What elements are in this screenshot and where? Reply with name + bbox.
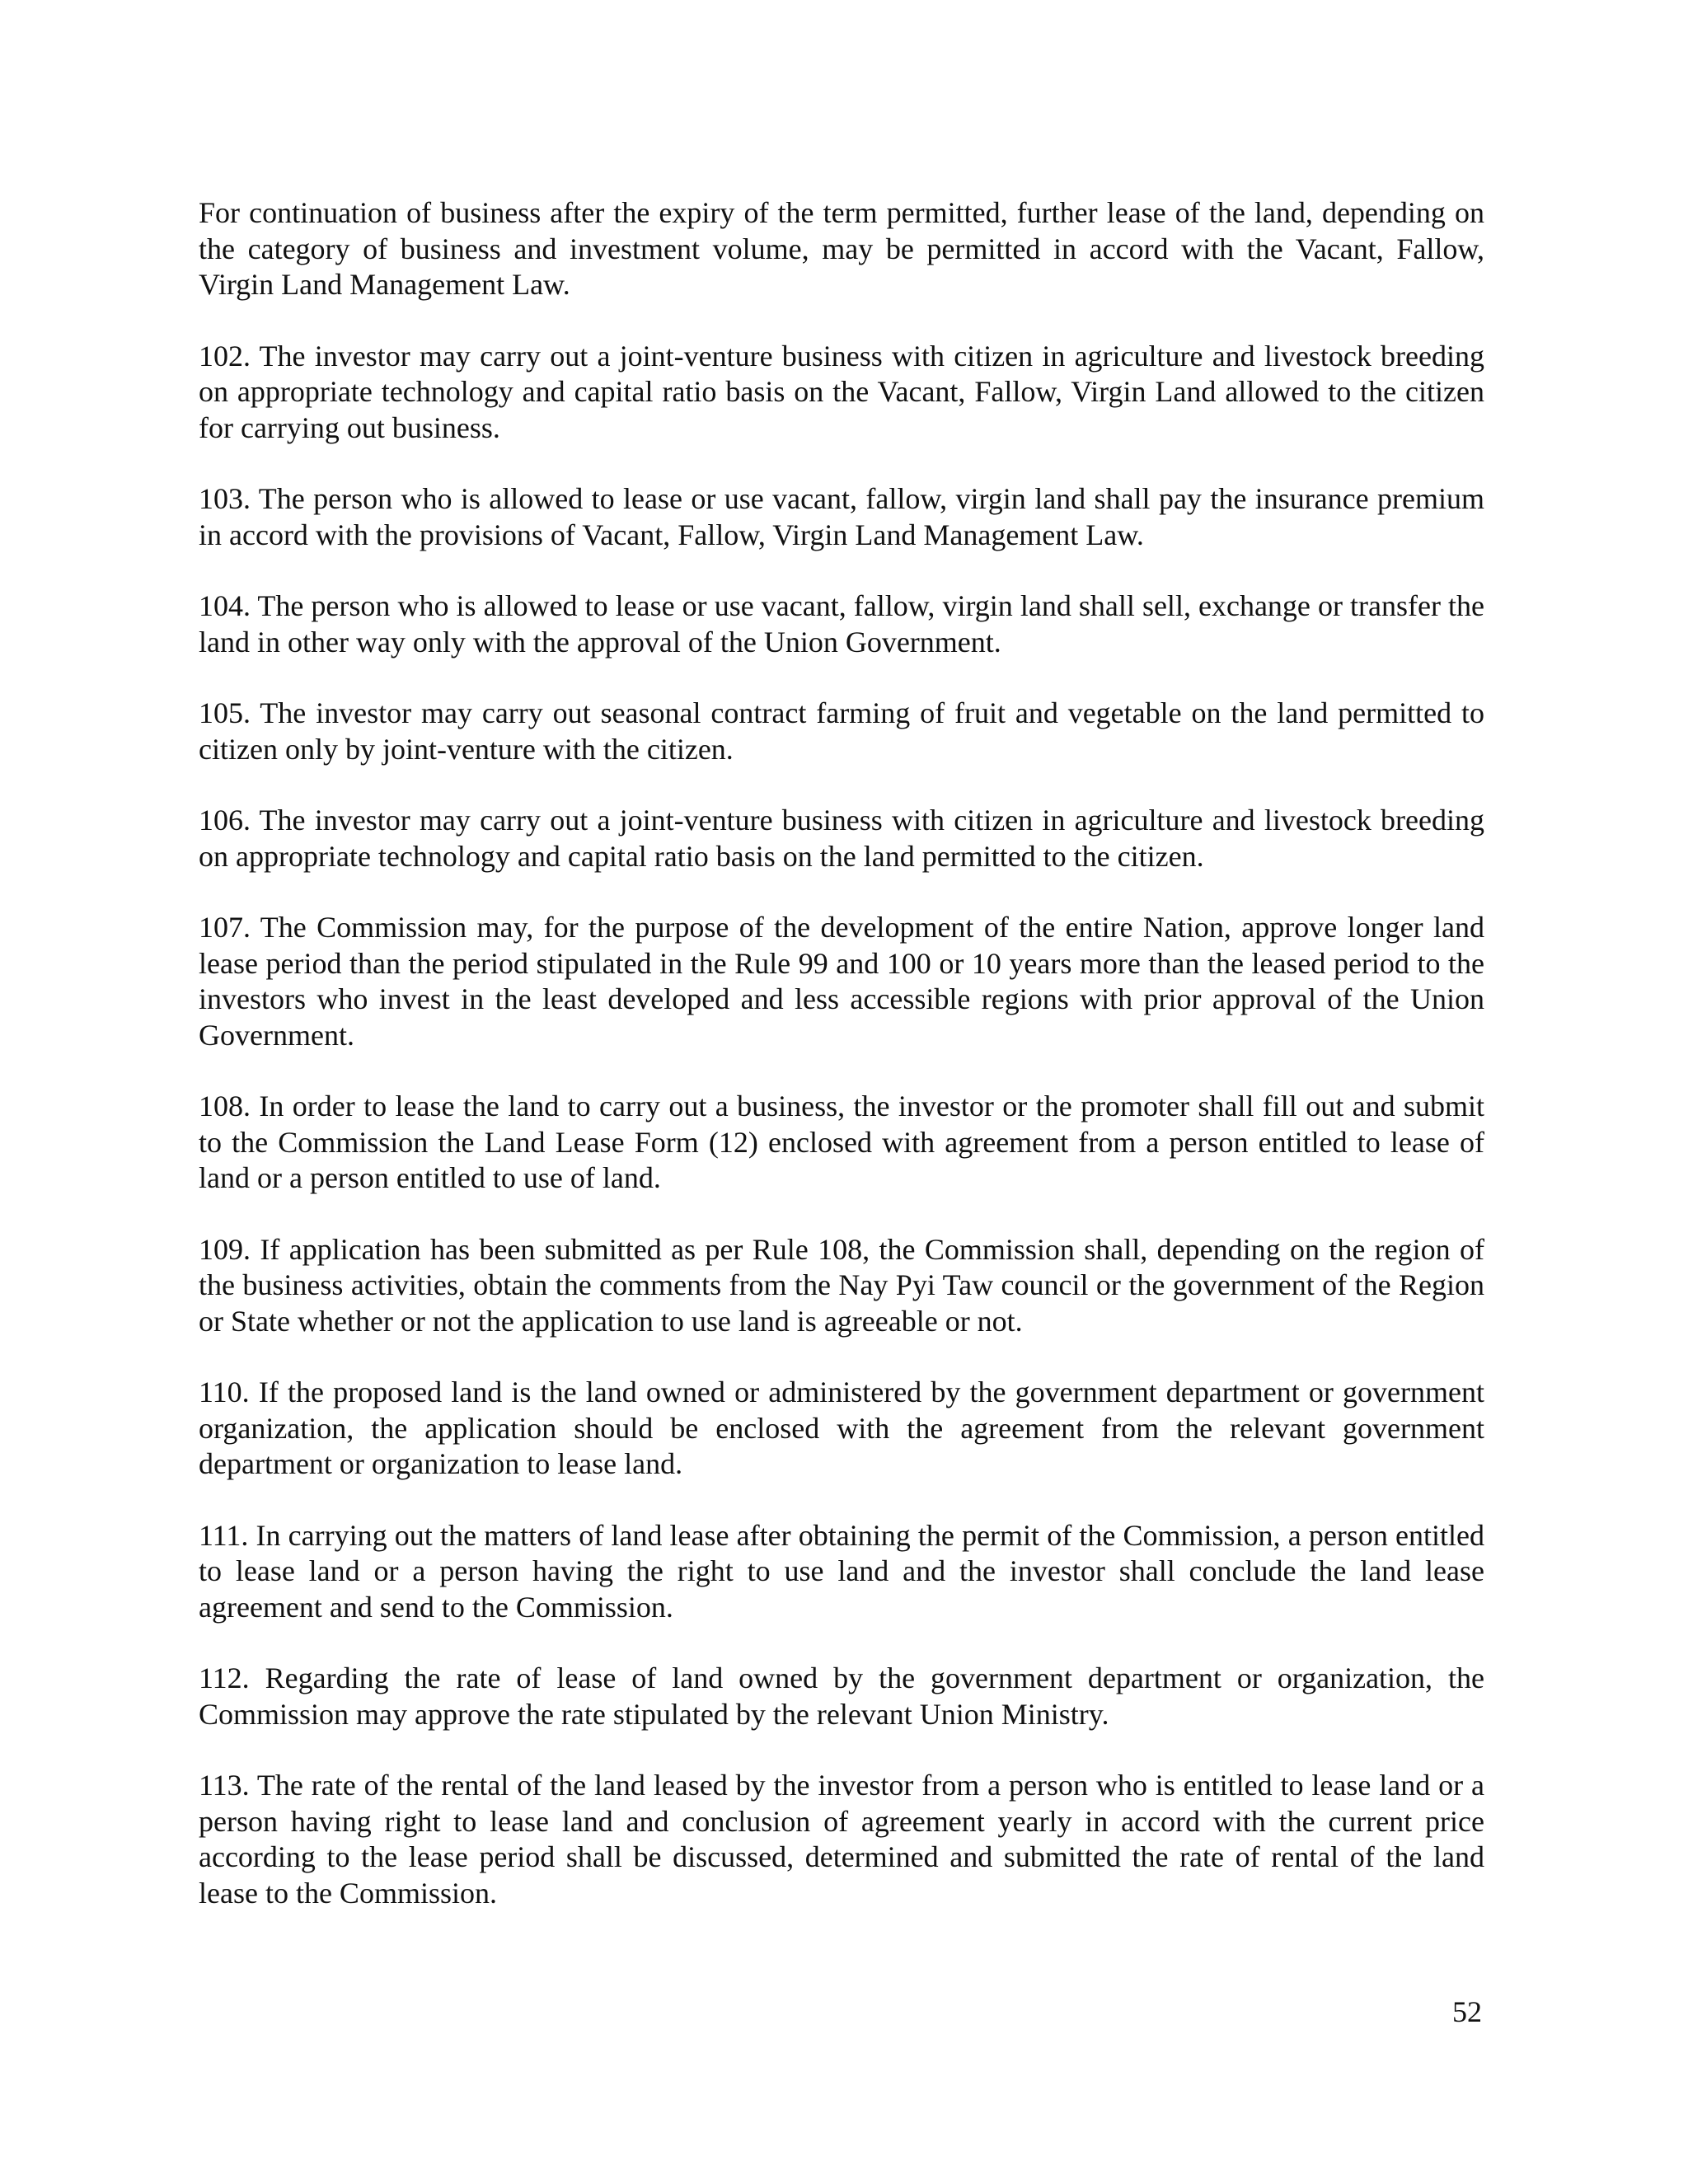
paragraph-rule-112: 112. Regarding the rate of lease of land owned by the government department or organization, the Commission may approve the rate stipulated by the relevant Union Ministry. bbox=[199, 1661, 1484, 1731]
paragraph-rule-113: 113. The rate of the rental of the land leased by the investor from a person who is entitled to lease land or a person having right to lease land and conclusion of agreement yearly in accord with the current price according to the lease period shall be discussed, determined and submitted the rate of rental of the land lease to the Commission. bbox=[199, 1769, 1484, 1910]
paragraph-rule-109: 109. If application has been submitted as per Rule 108, the Commission shall, depending on the region of the business activities, obtain the comments from the Nay Pyi Taw council or the government of the Region or State whether or not the application to use land is agreeable or not. bbox=[199, 1232, 1484, 1338]
paragraph-rule-106: 106. The investor may carry out a joint-venture business with citizen in agriculture and livestock breeding on appropriate technology and capital ratio basis on the land permitted to the citizen. bbox=[199, 804, 1484, 873]
document-body bbox=[199, 195, 1484, 1947]
paragraph-rule-110: 110. If the proposed land is the land owned or administered by the government department or government organization, the application should be enclosed with the agreement from the relevant government department or organization to lease land. bbox=[199, 1376, 1484, 1480]
page-number: 52 bbox=[1452, 1995, 1482, 2028]
paragraph-rule-107: 107. The Commission may, for the purpose of the development of the entire Nation, approve longer land lease period than the period stipulated in the Rule 99 and 100 or 10 years more than the leased period to the investors who invest in the least developed and less accessible regions with prior approval of the Union Government. bbox=[199, 911, 1484, 1052]
paragraph-rule-104: 104. The person who is allowed to lease or use vacant, fallow, virgin land shall sell, exchange or transfer the land in other way only with the approval of the Union Government. bbox=[199, 589, 1484, 658]
paragraph-rule-103: 103. The person who is allowed to lease or use vacant, fallow, virgin land shall pay the insurance premium in accord with the provisions of Vacant, Fallow, Virgin Land Management Law. bbox=[199, 482, 1484, 551]
paragraph-rule-111: 111. In carrying out the matters of land lease after obtaining the permit of the Commission, a person entitled to lease land or a person having the right to use land and the investor shall conclude the land lease agreement and send to the Commission. bbox=[199, 1518, 1484, 1624]
paragraph-rule-102: 102. The investor may carry out a joint-venture business with citizen in agriculture and livestock breeding on appropriate technology and capital ratio basis on the Vacant, Fallow, Virgin Land allowed to the citizen for carrying out business. bbox=[199, 339, 1484, 444]
paragraph-rule-108: 108. In order to lease the land to carry out a business, the investor or the promoter shall fill out and submit to the Commission the Land Lease Form (12) enclosed with agreement from a person entitled to lease of land or a person entitled to use of land. bbox=[199, 1090, 1484, 1194]
paragraph-rule-105: 105. The investor may carry out seasonal contract farming of fruit and vegetable on the land permitted to citizen only by joint-venture with the citizen. bbox=[199, 696, 1484, 766]
paragraph-continuation: For continuation of business after the expiry of the term permitted, further lease of the land, depending on the category of business and investment volume, may be permitted in accord with the Vacant, Fallow, Virgin Land Management Law. bbox=[199, 196, 1484, 301]
